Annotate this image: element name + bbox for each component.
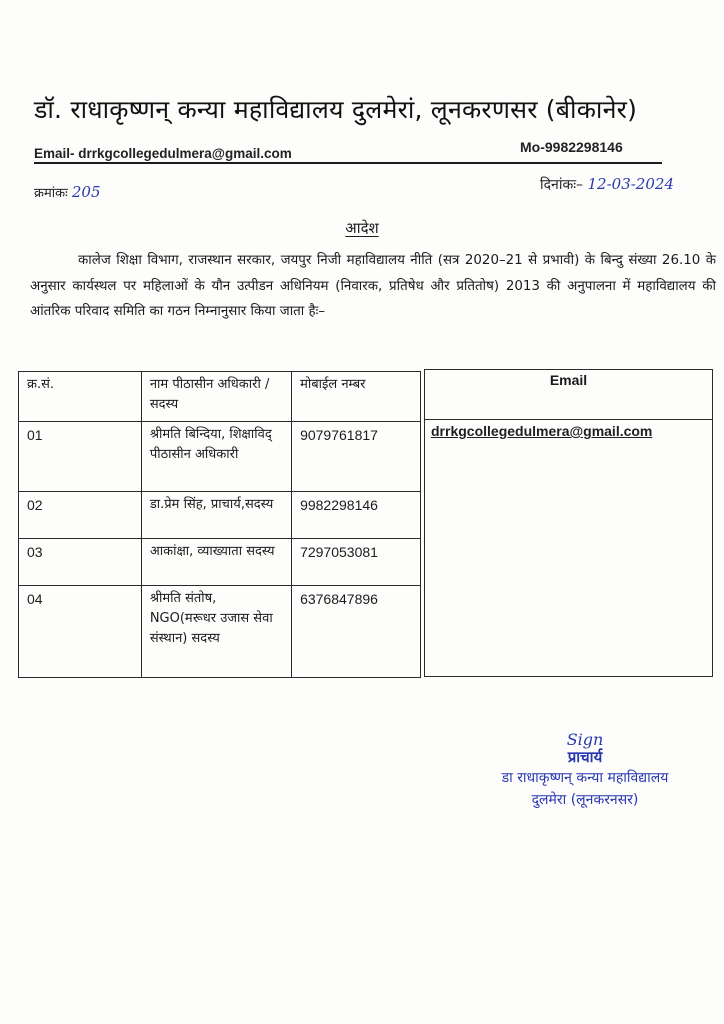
mobile-number: Mo-9982298146: [520, 139, 623, 155]
signature-scribble: Sign: [566, 730, 604, 749]
committee-email: drrkgcollegedulmera@gmail.com: [431, 423, 653, 439]
reference-label: क्रमांकः: [34, 186, 68, 201]
header-email-column: Email: [425, 370, 712, 420]
order-paragraph: कालेज शिक्षा विभाग, राजस्थान सरकार, जयपुर निजी महाविद्यालय नीति (सत्र 2020–21 से प्रभावी) के बिन्दु संख्या 26.10 के अनुसार कार्यस्थल पर महिलाओं के यौन उत्पीडन अधिनियम (निवारक, प्रतिषेध और प्रतितोष) 2013 की अनुपालना में महाविद्यालय की आंतरिक परिवाद समिति का गठन निम्नानुसार किया जाता हैः–: [30, 253, 716, 319]
header-mobile: मोबाईल नम्बर: [292, 372, 421, 422]
table-row: [19, 492, 421, 539]
row-name: आकांक्षा, व्याख्याता सदस्य: [141, 539, 291, 586]
row-sno: 01: [19, 422, 142, 492]
header-email: Email- drrkgcollegedulmera@gmail.com: [34, 146, 292, 161]
row-name: श्रीमति बिन्दिया, शिक्षाविद् पीठासीन अधिकारी: [141, 422, 291, 492]
date-value: 12-03-2024: [587, 175, 674, 193]
table-row: [19, 422, 421, 492]
principal-signature-block: [470, 730, 700, 811]
row-name: डा.प्रेम सिंह, प्राचार्य,सदस्य: [141, 492, 291, 539]
header-sno: क्र.सं.: [19, 372, 142, 422]
signature-location: दुलमेरा (लूनकरनसर): [531, 792, 639, 808]
row-name: श्रीमति संतोष, NGO(मरूधर उजास सेवा संस्थान) सदस्य: [141, 586, 291, 678]
header-name: नाम पीठासीन अधिकारी / सदस्य: [141, 372, 291, 422]
signature-title: प्राचार्य: [567, 748, 603, 766]
row-mobile: 9982298146: [292, 492, 421, 539]
college-name: डॉ. राधाकृष्णन् कन्या महाविद्यालय दुलमेरां, लूनकरणसर (बीकानेर): [34, 95, 638, 124]
email-column: [424, 369, 713, 677]
reference-number: [34, 183, 101, 201]
header-divider: [34, 162, 662, 164]
row-mobile: 7297053081: [292, 539, 421, 586]
row-mobile: 9079761817: [292, 422, 421, 492]
reference-value: 205: [71, 183, 101, 201]
order-heading: आदेश: [345, 219, 379, 237]
signature-institution: डा राधाकृष्णन् कन्या महाविद्यालय: [501, 770, 669, 786]
table-row: [19, 586, 421, 678]
date: [540, 175, 674, 194]
date-label: दिनांकः–: [540, 177, 584, 193]
table-header-row: [19, 372, 421, 422]
table-row: [19, 539, 421, 586]
row-sno: 02: [19, 492, 142, 539]
row-sno: 03: [19, 539, 142, 586]
row-mobile: 6376847896: [292, 586, 421, 678]
row-sno: 04: [19, 586, 142, 678]
committee-table: [18, 371, 421, 678]
